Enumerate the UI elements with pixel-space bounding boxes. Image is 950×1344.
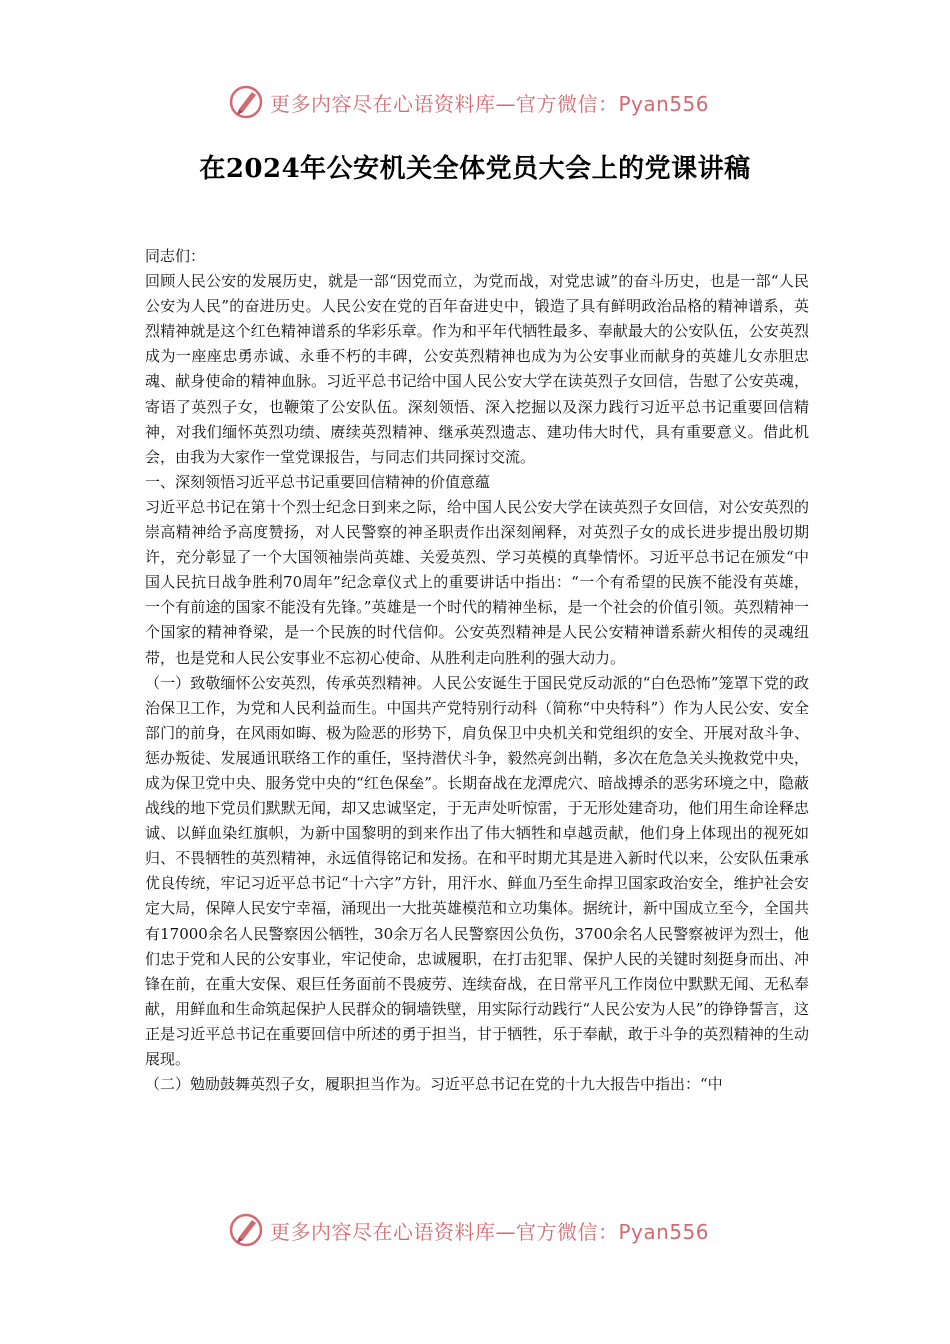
- paragraph: （二）勉励鼓舞英烈子女，履职担当作为。习近平总书记在党的十九大报告中指出：“中: [145, 1075, 723, 1094]
- watermark-text: 更多内容尽在心语资料库—官方微信：Pyan556: [270, 1219, 710, 1244]
- pen-logo-icon: [228, 1212, 264, 1248]
- paragraph: 习近平总书记在第十个烈士纪念日到来之际，给中国人民公安大学在读英烈子女回信，对公安英烈的崇高精神给予高度赞扬，对人民警察的神圣职责作出深刻阐释，对英烈子女的成长进步提出殷切期许，充分彰显了一个大国领袖崇尚英雄、关爱英烈、学习英模的真挚情怀。习近平总书记在颁发“中国人民抗日战争胜利70周年”纪念章仪式上的重要讲话中指出：“一个有希望的民族不能没有英雄，一个有前途的国家不能没有先锋。”英雄是一个时代的精神坐标，是一个社会的价值引领。英烈精神一个国家的精神脊梁，是一个民族的时代信仰。公安英烈精神是人民公安精神谱系薪火相传的灵魂纽带，也是党和人民公安事业不忘初心使命、从胜利走向胜利的强大动力。: [145, 497, 809, 667]
- watermark-banner-bottom: [228, 1210, 748, 1250]
- paragraph: 回顾人民公安的发展历史，就是一部“因党而立，为党而战，对党忠诚”的奋斗历史，也是一部“人民公安为人民”的奋进历史。人民公安在党的百年奋进史中，锻造了具有鲜明政治品格的精神谱系，英烈精神就是这个红色精神谱系的华彩乐章。作为和平年代牺牲最多、奉献最大的公安队伍，公安英烈成为一座座忠勇赤诚、永垂不朽的丰碑，公安英烈精神也成为为公安事业而献身的英雄儿女赤胆忠魂、献身使命的精神血脉。习近平总书记给中国人民公安大学在读英烈子女回信，告慰了公安英魂，寄语了英烈子女，也鞭策了公安队伍。深刻领悟、深入挖掘以及深力践行习近平总书记重要回信精神，对我们缅怀英烈功绩、赓续英烈精神、继承英烈遗志、建功伟大时代，具有重要意义。借此机会，由我为大家作一堂党课报告，与同志们共同探讨交流。: [145, 272, 809, 466]
- paragraph: （一）致敬缅怀公安英烈，传承英烈精神。人民公安诞生于国民党反动派的“白色恐怖”笼罩下党的政治保卫工作，为党和人民利益而生。中国共产党特别行动科（简称“中央特科”）作为人民公安、安全部门的前身，在风雨如晦、极为险恶的形势下，肩负保卫中央机关和党组织的安全、开展对敌斗争、惩办叛徒、发展通讯联络工作的重任，坚持潜伏斗争，毅然亮剑出鞘，多次在危急关头挽救党中央，成为保卫党中央、服务党中央的“红色保垒”。长期奋战在龙潭虎穴、暗战搏杀的恶劣环境之中，隐蔽战线的地下党员们默默无闻，却又忠诚坚定，于无声处听惊雷，于无形处建奇功，他们用生命诠释忠诚、以鲜血染红旗帜，为新中国黎明的到来作出了伟大牺牲和卓越贡献，他们身上体现出的视死如归、不畏牺牲的英烈精神，永远值得铭记和发扬。在和平时期尤其是进入新时代以来，公安队伍秉承优良传统，牢记习近平总书记“十六字”方针，用汗水、鲜血乃至生命捍卫国家政治安全，维护社会安定大局，保障人民安宁幸福，涌现出一大批英雄模范和立功集体。据统计，新中国成立至今，全国共有17000余名人民警察因公牺牲，30余万名人民警察因公负伤，3700余名人民警察被评为烈士，他们忠于党和人民的公安事业，牢记使命，忠诚履职，在打击犯罪、保护人民的关键时刻挺身而出、冲锋在前，在重大安保、艰巨任务面前不畏疲劳、连续奋战，在日常平凡工作岗位中默默无闻、无私奉献，用鲜血和生命筑起保护人民群众的铜墙铁壁，用实际行动践行“人民公安为人民”的铮铮誓言，这正是习近平总书记在重要回信中所述的勇于担当，甘于牺牲，乐于奉献，敢于斗争的英烈精神的生动展现。: [145, 673, 809, 1068]
- salutation: 同志们：: [145, 247, 206, 265]
- watermark-banner-top: [228, 82, 748, 122]
- document-title: 在2024年公安机关全体党员大会上的党课讲稿: [199, 154, 751, 184]
- pen-logo-icon: [228, 84, 264, 120]
- section-heading: 一、深刻领悟习近平总书记重要回信精神的价值意蕴: [145, 472, 491, 491]
- document-body: [145, 244, 809, 1097]
- watermark-text: 更多内容尽在心语资料库—官方微信：Pyan556: [270, 91, 710, 116]
